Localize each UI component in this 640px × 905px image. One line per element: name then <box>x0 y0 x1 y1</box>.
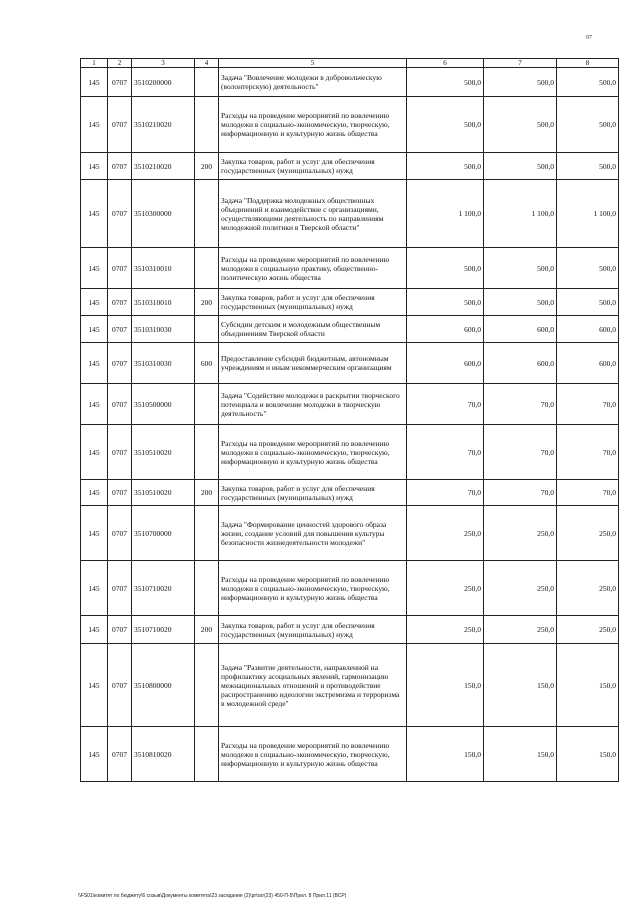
cell-description: Задача "Развитие деятельности, направленной на профилактику асоциальных явлений, гармонизацию межнациональных отношений и противодействие распространению идеологии экстремизма и терроризма в молодежной среде" <box>219 644 407 727</box>
cell-amount-year2: 250,0 <box>484 616 557 644</box>
column-header: 2 <box>108 59 132 68</box>
cell-amount-year1: 1 100,0 <box>407 180 484 248</box>
cell-expense-type: 200 <box>195 480 219 506</box>
cell-description: Субсидии детским и молодежным общественным объединениям Тверской области <box>219 316 407 343</box>
cell-admin-code: 145 <box>81 480 108 506</box>
cell-admin-code: 145 <box>81 506 108 561</box>
cell-description: Предоставление субсидий бюджетным, автономным учреждениям и иным некоммерческим организациям <box>219 343 407 384</box>
cell-amount-year1: 600,0 <box>407 316 484 343</box>
cell-amount-year3: 70,0 <box>557 425 619 480</box>
cell-amount-year1: 250,0 <box>407 561 484 616</box>
cell-amount-year1: 500,0 <box>407 153 484 180</box>
cell-amount-year2: 500,0 <box>484 289 557 316</box>
table-row <box>81 480 619 506</box>
cell-amount-year1: 70,0 <box>407 384 484 425</box>
cell-section-code: 0707 <box>108 727 132 782</box>
table-row <box>81 506 619 561</box>
cell-amount-year2: 500,0 <box>484 153 557 180</box>
cell-target-article: 3510310030 <box>132 343 195 384</box>
cell-description: Задача "Поддержка молодежных общественных объединений и взаимодействие с организациями, осуществляющими деятельность по направлениям молодежной политики в Тверской области" <box>219 180 407 248</box>
cell-amount-year3: 250,0 <box>557 561 619 616</box>
cell-section-code: 0707 <box>108 480 132 506</box>
cell-amount-year3: 500,0 <box>557 289 619 316</box>
cell-amount-year2: 70,0 <box>484 425 557 480</box>
table-row <box>81 248 619 289</box>
cell-target-article: 3510700000 <box>132 506 195 561</box>
cell-amount-year1: 70,0 <box>407 480 484 506</box>
cell-amount-year3: 500,0 <box>557 153 619 180</box>
cell-section-code: 0707 <box>108 506 132 561</box>
cell-amount-year1: 70,0 <box>407 425 484 480</box>
cell-amount-year3: 250,0 <box>557 506 619 561</box>
table-row <box>81 289 619 316</box>
cell-section-code: 0707 <box>108 384 132 425</box>
cell-amount-year1: 250,0 <box>407 506 484 561</box>
cell-admin-code: 145 <box>81 561 108 616</box>
table-row <box>81 616 619 644</box>
cell-expense-type <box>195 180 219 248</box>
cell-amount-year2: 250,0 <box>484 506 557 561</box>
cell-expense-type: 600 <box>195 343 219 384</box>
cell-amount-year2: 500,0 <box>484 68 557 97</box>
cell-amount-year2: 600,0 <box>484 343 557 384</box>
table-row <box>81 727 619 782</box>
cell-amount-year3: 500,0 <box>557 68 619 97</box>
footer-file-path: \\FS01\комитет по бюджету\6 созыв\Документы комитета\23 заседание (2)\pr\ssr(23) 450-П-5\Прил. 8 Прил.11 (ВСР) <box>78 893 347 899</box>
cell-description: Расходы на проведение мероприятий по вовлечению молодежи в социальную практику, общественно-политическую жизнь общества <box>219 248 407 289</box>
page-number: 97 <box>586 35 592 41</box>
cell-admin-code: 145 <box>81 644 108 727</box>
cell-admin-code: 145 <box>81 248 108 289</box>
cell-amount-year2: 600,0 <box>484 316 557 343</box>
cell-section-code: 0707 <box>108 316 132 343</box>
table-row <box>81 97 619 153</box>
cell-section-code: 0707 <box>108 644 132 727</box>
cell-expense-type <box>195 97 219 153</box>
cell-target-article: 3510810020 <box>132 727 195 782</box>
cell-section-code: 0707 <box>108 153 132 180</box>
cell-amount-year3: 500,0 <box>557 97 619 153</box>
cell-target-article: 3510200000 <box>132 68 195 97</box>
table-row <box>81 316 619 343</box>
cell-target-article: 3510510020 <box>132 480 195 506</box>
cell-amount-year2: 70,0 <box>484 480 557 506</box>
cell-amount-year3: 250,0 <box>557 616 619 644</box>
cell-admin-code: 145 <box>81 289 108 316</box>
cell-section-code: 0707 <box>108 616 132 644</box>
cell-expense-type <box>195 316 219 343</box>
table-row <box>81 68 619 97</box>
column-header: 8 <box>557 59 619 68</box>
cell-target-article: 3510800000 <box>132 644 195 727</box>
cell-section-code: 0707 <box>108 289 132 316</box>
cell-description: Закупка товаров, работ и услуг для обеспечения государственных (муниципальных) нужд <box>219 480 407 506</box>
cell-amount-year1: 500,0 <box>407 68 484 97</box>
cell-amount-year2: 500,0 <box>484 97 557 153</box>
cell-amount-year2: 70,0 <box>484 384 557 425</box>
cell-description: Закупка товаров, работ и услуг для обеспечения государственных (муниципальных) нужд <box>219 289 407 316</box>
cell-expense-type <box>195 561 219 616</box>
cell-amount-year3: 600,0 <box>557 316 619 343</box>
table-row <box>81 644 619 727</box>
table-body <box>81 68 619 782</box>
cell-expense-type <box>195 384 219 425</box>
cell-admin-code: 145 <box>81 425 108 480</box>
table-row <box>81 384 619 425</box>
cell-expense-type <box>195 248 219 289</box>
cell-description: Закупка товаров, работ и услуг для обеспечения государственных (муниципальных) нужд <box>219 153 407 180</box>
cell-expense-type: 200 <box>195 289 219 316</box>
cell-target-article: 3510300000 <box>132 180 195 248</box>
cell-section-code: 0707 <box>108 68 132 97</box>
cell-expense-type <box>195 727 219 782</box>
budget-table <box>80 58 619 782</box>
table-row <box>81 153 619 180</box>
column-header: 4 <box>195 59 219 68</box>
cell-admin-code: 145 <box>81 153 108 180</box>
cell-amount-year1: 500,0 <box>407 97 484 153</box>
table-header-row <box>81 59 619 68</box>
cell-section-code: 0707 <box>108 343 132 384</box>
table-row <box>81 561 619 616</box>
cell-admin-code: 145 <box>81 343 108 384</box>
cell-expense-type <box>195 644 219 727</box>
cell-amount-year3: 1 100,0 <box>557 180 619 248</box>
cell-section-code: 0707 <box>108 180 132 248</box>
table-row <box>81 343 619 384</box>
cell-amount-year2: 250,0 <box>484 561 557 616</box>
cell-description: Расходы на проведение мероприятий по вовлечению молодежи в социально-экономическую, творческую, информационную и культурную жизнь общества <box>219 727 407 782</box>
cell-section-code: 0707 <box>108 425 132 480</box>
cell-description: Задача "Вовлечение молодежи в добровольческую (волонтерскую) деятельность" <box>219 68 407 97</box>
table-row <box>81 425 619 480</box>
column-header: 1 <box>81 59 108 68</box>
cell-amount-year2: 500,0 <box>484 248 557 289</box>
column-header: 6 <box>407 59 484 68</box>
cell-amount-year2: 150,0 <box>484 644 557 727</box>
cell-target-article: 3510510020 <box>132 425 195 480</box>
cell-amount-year1: 500,0 <box>407 248 484 289</box>
cell-expense-type: 200 <box>195 153 219 180</box>
cell-amount-year3: 70,0 <box>557 384 619 425</box>
cell-admin-code: 145 <box>81 97 108 153</box>
cell-target-article: 3510310010 <box>132 248 195 289</box>
cell-section-code: 0707 <box>108 248 132 289</box>
cell-description: Задача "Формирование ценностей здорового образа жизни, создание условий для повышения культуры безопасности жизнедеятельности молодежи" <box>219 506 407 561</box>
cell-admin-code: 145 <box>81 727 108 782</box>
cell-expense-type <box>195 68 219 97</box>
cell-amount-year1: 600,0 <box>407 343 484 384</box>
cell-amount-year2: 150,0 <box>484 727 557 782</box>
cell-admin-code: 145 <box>81 316 108 343</box>
cell-amount-year1: 150,0 <box>407 727 484 782</box>
cell-target-article: 3510210020 <box>132 97 195 153</box>
column-header: 3 <box>132 59 195 68</box>
cell-description: Расходы на проведение мероприятий по вовлечению молодежи в социально-экономическую, творческую, информационную и культурную жизнь общества <box>219 97 407 153</box>
cell-amount-year3: 150,0 <box>557 644 619 727</box>
cell-admin-code: 145 <box>81 68 108 97</box>
cell-admin-code: 145 <box>81 616 108 644</box>
cell-admin-code: 145 <box>81 180 108 248</box>
table-row <box>81 180 619 248</box>
cell-description: Закупка товаров, работ и услуг для обеспечения государственных (муниципальных) нужд <box>219 616 407 644</box>
cell-target-article: 3510710020 <box>132 561 195 616</box>
cell-amount-year3: 500,0 <box>557 248 619 289</box>
cell-expense-type <box>195 425 219 480</box>
cell-description: Задача "Содействие молодежи в раскрытии творческого потенциала и вовлечение молодежи в творческую деятельность" <box>219 384 407 425</box>
cell-amount-year1: 150,0 <box>407 644 484 727</box>
cell-amount-year1: 500,0 <box>407 289 484 316</box>
cell-target-article: 3510310030 <box>132 316 195 343</box>
cell-amount-year1: 250,0 <box>407 616 484 644</box>
cell-admin-code: 145 <box>81 384 108 425</box>
cell-description: Расходы на проведение мероприятий по вовлечению молодежи в социально-экономическую, творческую, информационную и культурную жизнь общества <box>219 561 407 616</box>
cell-amount-year3: 600,0 <box>557 343 619 384</box>
cell-target-article: 3510210020 <box>132 153 195 180</box>
column-header: 5 <box>219 59 407 68</box>
cell-section-code: 0707 <box>108 561 132 616</box>
cell-amount-year2: 1 100,0 <box>484 180 557 248</box>
cell-section-code: 0707 <box>108 97 132 153</box>
cell-target-article: 3510710020 <box>132 616 195 644</box>
column-header: 7 <box>484 59 557 68</box>
cell-target-article: 3510310010 <box>132 289 195 316</box>
cell-amount-year3: 70,0 <box>557 480 619 506</box>
cell-description: Расходы на проведение мероприятий по вовлечению молодежи в социально-экономическую, творческую, информационную и культурную жизнь общества <box>219 425 407 480</box>
cell-amount-year3: 150,0 <box>557 727 619 782</box>
cell-expense-type <box>195 506 219 561</box>
cell-expense-type: 200 <box>195 616 219 644</box>
cell-target-article: 3510500000 <box>132 384 195 425</box>
